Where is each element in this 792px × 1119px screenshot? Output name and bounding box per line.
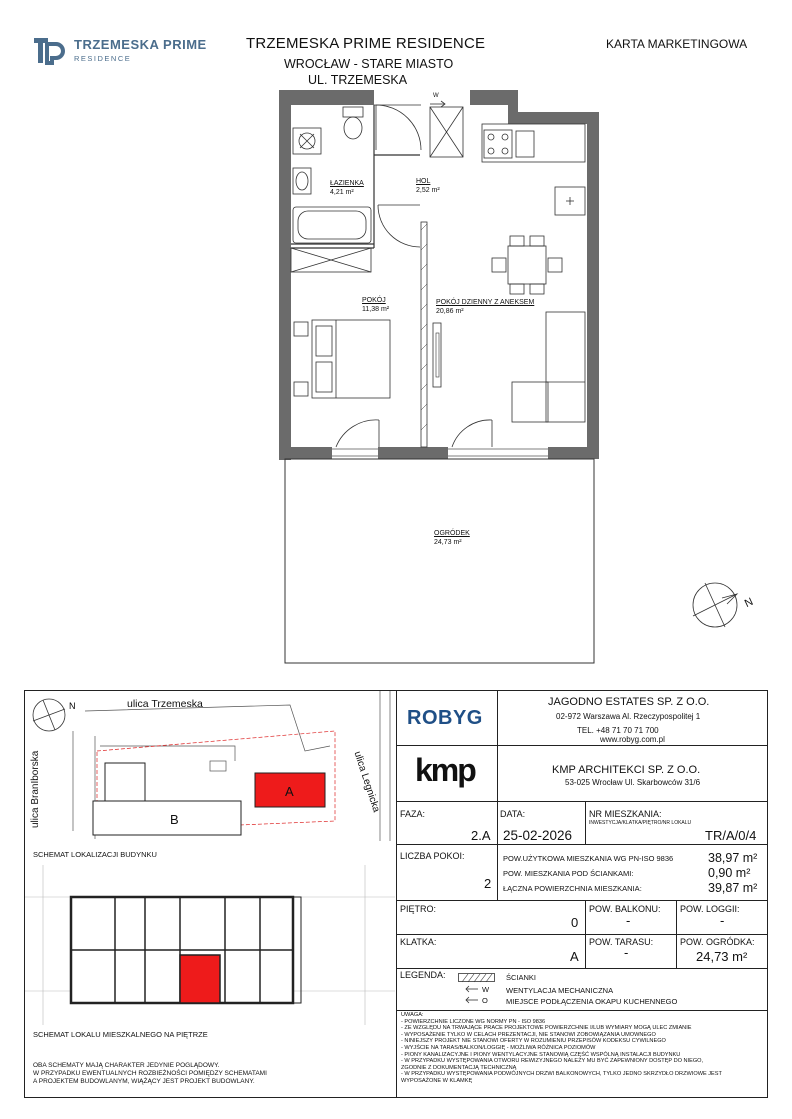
project-title: TRZEMESKA PRIME RESIDENCE (246, 35, 486, 52)
architect-name: KMP ARCHITEKCI SP. Z O.O. (552, 764, 701, 776)
data-value: 25-02-2026 (503, 828, 573, 843)
site-compass-icon (33, 699, 65, 731)
room-dzienny-name: POKÓJ DZIENNY Z ANEKSEM (436, 299, 535, 306)
remark-line: ZGODNIE Z DOKUMENTACJĄ TECHNICZNĄ (401, 1064, 517, 1071)
legend-vent: WENTYLACJA MECHANICZNA (506, 986, 614, 995)
area3-label: ŁĄCZNA POWIERZCHNIA MIESZKANIA: (503, 884, 642, 893)
faza-value: 2.A (471, 828, 491, 843)
investor-web: www.robyg.com.pl (600, 735, 665, 744)
note-line2: W PRZYPADKU EWENTUALNYCH ROZBIEŻNOŚCI POMIĘDZY SCHEMATAMI (33, 1070, 267, 1077)
architect-address: 53-025 Wrocław Ul. Skarbowców 31/6 (565, 778, 701, 787)
remark-line: WYPOSAŻONE W KLAMKĘ (401, 1077, 473, 1084)
remarks-block (401, 1012, 761, 1085)
investor-name: JAGODNO ESTATES SP. Z O.O. (548, 696, 710, 708)
site-plan (25, 691, 395, 841)
data-label: DATA: (500, 809, 526, 819)
investor-address: 02-972 Warszawa Al. Rzeczypospolitej 1 (556, 712, 701, 721)
legend-hood-symbol: O (482, 996, 488, 1005)
area3-value: 39,87 m² (708, 881, 758, 895)
remark-line: - ZE WZGLĘDU NA TRWAJĄCE PRACE PROJEKTOWE POWIERZCHNIE I/LUB WYMIARY MOGĄ ULEC ZMIANIE (401, 1025, 692, 1032)
street-braniborska: ulica BranIborska (30, 750, 41, 828)
room-pokoj-area: 11,38 m² (362, 305, 390, 313)
area1-label: POW.UŻYTKOWA MIESZKANIA WG PN-ISO 9836 (503, 854, 674, 863)
pietro-value: 0 (571, 915, 579, 930)
legend-walls: ŚCIANKI (506, 973, 537, 982)
building-b-label: B (170, 812, 179, 827)
taras-value: - (624, 945, 629, 960)
compass-letter: N (742, 595, 756, 611)
note-line3: A PROJEKTEM BUDOWLANYM, WIĄŻĄCY JEST PROJEKT BUDOWLANY. (33, 1078, 255, 1085)
remark-line: - NINIEJSZY PROJEKT NIE STANOWI OFERTY W ROZUMIENIU PRZEPISÓW KODEKSU CYWILNEGO (401, 1038, 666, 1045)
faza-label: FAZA: (400, 809, 426, 819)
klatka-label: KLATKA: (400, 937, 437, 947)
remark-line: - WYPOSAŻENIE TYLKO W CELACH PREZENTACJI, NIE STANOWI ZOBOWIĄZANIA UMOWNEGO (401, 1031, 656, 1038)
balkon-value: - (626, 913, 631, 928)
area1-value: 38,97 m² (708, 851, 758, 865)
room-lazienka-area: 4,21 m² (330, 188, 354, 196)
room-lazienka-name: ŁAZIENKA (330, 180, 364, 187)
ogrodek-label: POW. OGRÓDKA: (680, 937, 755, 947)
room-lazienka (330, 180, 364, 197)
note-line1: OBA SCHEMATY MAJĄ CHARAKTER JEDYNIE POGLĄDOWY. (33, 1062, 220, 1069)
brand-name: TRZEMESKA PRIME (74, 37, 207, 52)
room-ogrodek-area: 24,73 m² (434, 538, 462, 546)
loggia-label: POW. LOGGII: (680, 904, 740, 914)
project-street: UL. TRZEMESKA (308, 73, 408, 87)
floor-schema (25, 865, 395, 1025)
svg-text:N: N (69, 701, 76, 711)
room-pokoj-name: POKÓJ (362, 297, 386, 304)
room-hol (416, 178, 440, 195)
vent-letter: W (433, 93, 439, 99)
balkon-label: POW. BALKONU: (589, 904, 661, 914)
cell-divider-faza (497, 801, 498, 844)
pokoi-label: LICZBA POKOI: (400, 851, 465, 861)
legend-vent-symbol: W (482, 985, 490, 994)
pietro-label: PIĘTRO: (400, 904, 437, 914)
remark-line: - W PRZYPADKU WYSTĘPOWANIA OTWORU REWIZYJNEGO NALEŻY MU BYĆ ZAPEWNIONY DOSTĘP DO NIEGO, (401, 1058, 704, 1065)
kmp-logo: kmp (415, 752, 475, 788)
investor-tel: TEL. +48 71 70 71 700 (577, 726, 659, 735)
pokoi-value: 2 (484, 876, 492, 891)
room-dzienny-area: 20,86 m² (436, 307, 464, 315)
building-a-label: A (285, 784, 294, 799)
legend-hatch-icon (458, 973, 496, 983)
nr-label: NR MIESZKANIA: (589, 809, 662, 819)
brand-sub: RESIDENCE (74, 54, 132, 63)
ogrodek-value: 24,73 m² (696, 949, 748, 964)
nr-value: TR/A/0/4 (705, 828, 757, 843)
legend-label: LEGENDA: (400, 970, 446, 980)
taras-label: POW. TARASU: (589, 937, 654, 947)
caption-floor: SCHEMAT LOKALU MIESZKALNEGO NA PIĘTRZE (33, 1030, 208, 1039)
area2-label: POW. MIESZKANIA POD ŚCIANKAMI: (503, 869, 634, 878)
room-dzienny (436, 299, 534, 316)
remark-line: - WYJŚCIE NA TARAS/BALKON/LOGGIĘ - MOŻLIWA RÓŻNICA POZIOMÓW (401, 1044, 596, 1051)
street-legnicka: ulica Legnicka (351, 750, 382, 814)
legend-arrow-icon (464, 985, 480, 1007)
room-hol-name: HOL (416, 178, 431, 185)
legend-hood: MIEJSCE PODŁĄCZENIA OKAPU KUCHENNEGO (506, 997, 678, 1006)
robyg-logo: ROBYG (407, 707, 483, 729)
room-pokoj (362, 297, 389, 314)
loggia-value: - (720, 913, 725, 928)
klatka-value: A (570, 949, 579, 964)
remark-line: - PIONY KANALIZACYJNE I PIONY WENTYLACYJNE STANOWIĄ CZĘŚĆ WSPÓLNĄ INSTALACJI BUDYNKU (401, 1051, 681, 1058)
room-ogrodek-name: OGRÓDEK (434, 530, 470, 537)
nr-sub: INWESTYCJA/KLATKA/PIĘTRO/NR LOKALU (589, 820, 692, 826)
project-city: WROCŁAW - STARE MIASTO (284, 57, 454, 71)
compass-icon (693, 583, 737, 627)
cell-divider-data (585, 801, 586, 844)
remark-line: - POWIERZCHNIE LICZONE WG NORMY PN - ISO 9836 (401, 1018, 546, 1025)
remark-line: UWAGA: (401, 1012, 424, 1018)
room-hol-area: 2,52 m² (416, 186, 440, 194)
cell-divider-pokoi (497, 844, 498, 900)
remark-line: - W PRZYPADKU WYSTĘPOWANIA PODWÓJNYCH DRZWI BALKONOWYCH, TYLKO JEDNO SKRZYDŁO DRZWIOWE JEST (401, 1071, 722, 1078)
caption-location: SCHEMAT LOKALIZACJI BUDYNKU (33, 850, 157, 859)
room-ogrodek (434, 530, 470, 547)
street-trzemeska: ulica Trzemeska (127, 698, 203, 710)
card-type: KARTA MARKETINGOWA (606, 37, 748, 51)
area2-value: 0,90 m² (708, 866, 751, 880)
